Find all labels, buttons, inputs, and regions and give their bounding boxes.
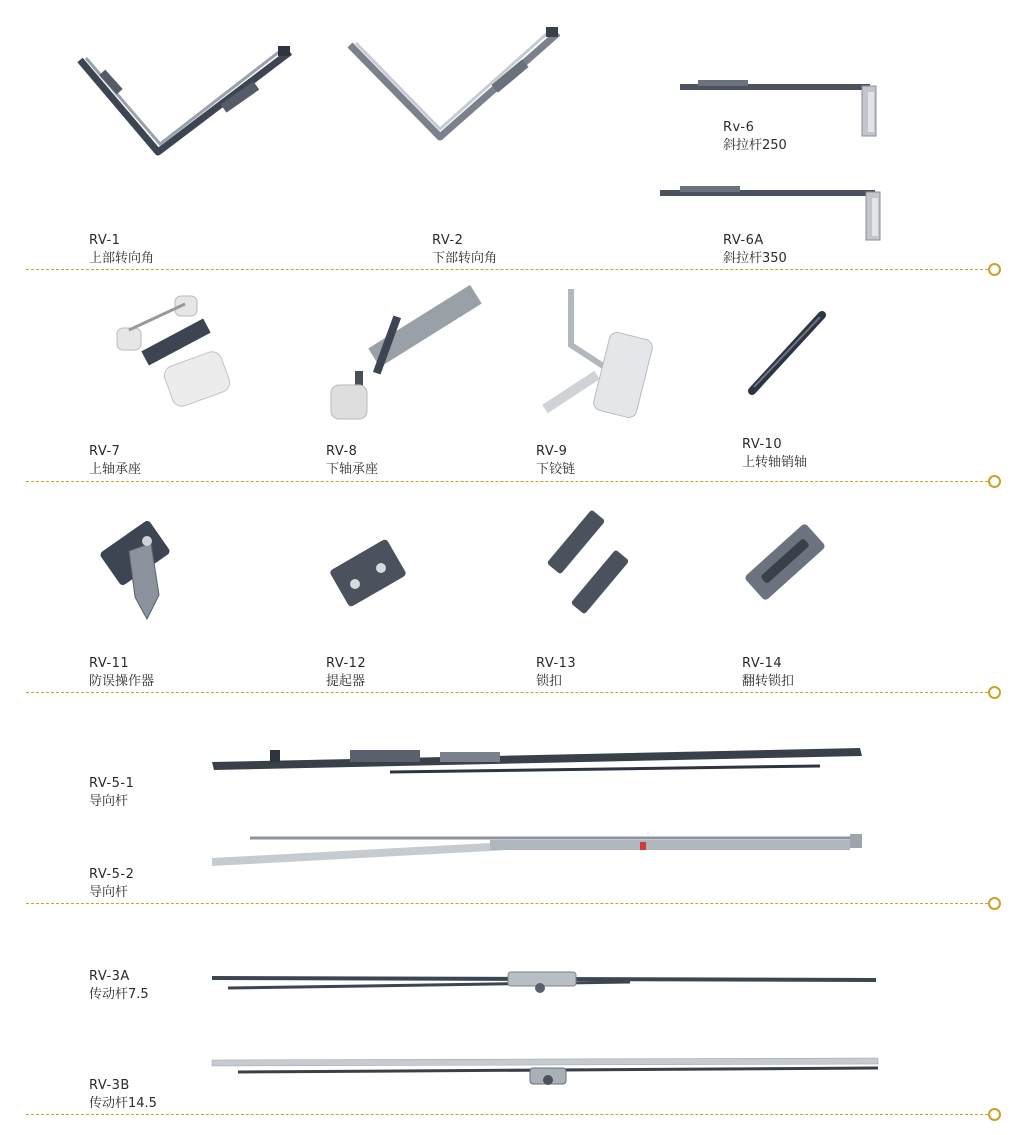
product-code: RV-2 (432, 233, 464, 248)
rv-7-top-pivot-bearing-image (105, 290, 240, 415)
product-name: 翻转锁扣 (742, 674, 795, 689)
rv-6-stay-arm-image (680, 78, 895, 138)
label-rv-14 (742, 655, 794, 691)
product-code: RV-6A (723, 233, 764, 248)
product-code: RV-5-1 (89, 776, 135, 791)
rv-3b-drive-rod-image (210, 1050, 880, 1090)
product-name: 上部转向角 (89, 251, 155, 266)
rv-13-keeper-image (535, 505, 640, 615)
product-name: 传动杆7.5 (89, 987, 149, 1002)
rv-5-1-guide-rod-image (210, 738, 870, 783)
label-rv-12 (326, 655, 366, 691)
product-name: 下轴承座 (326, 462, 379, 477)
product-code: RV-3A (89, 969, 130, 984)
product-name: 提起器 (326, 674, 366, 689)
product-name: 下部转向角 (432, 251, 498, 266)
rv-3a-drive-rod-image (210, 966, 880, 996)
label-rv-2 (432, 232, 497, 268)
label-rv-3a (89, 968, 149, 1004)
product-code: RV-10 (742, 437, 783, 452)
label-rv-9 (536, 443, 575, 479)
divider-end-ring-icon (988, 686, 1001, 699)
product-code: RV-11 (89, 656, 130, 671)
product-code: RV-9 (536, 444, 568, 459)
rv-12-lifter-image (325, 530, 410, 615)
row-divider (26, 481, 988, 482)
product-name: 上轴承座 (89, 462, 142, 477)
label-rv-7 (89, 443, 141, 479)
product-name: 防误操作器 (89, 674, 155, 689)
rv-1-corner-drive-image (70, 40, 300, 170)
product-code: RV-3B (89, 1078, 130, 1093)
rv-8-bottom-pivot-bearing-image (325, 285, 490, 425)
product-code: RV-8 (326, 444, 358, 459)
rv-10-top-pivot-pin-image (740, 305, 840, 400)
product-code: Rv-6 (723, 120, 755, 135)
product-name: 传动杆14.5 (89, 1096, 157, 1111)
label-rv-8 (326, 443, 378, 479)
label-rv-3b (89, 1077, 157, 1113)
row-divider (26, 903, 988, 904)
divider-end-ring-icon (988, 263, 1001, 276)
product-code: RV-14 (742, 656, 783, 671)
label-rv-5-2 (89, 866, 134, 902)
product-code: RV-5-2 (89, 867, 135, 882)
rv-2-corner-drive-image (340, 25, 570, 155)
product-name: 锁扣 (536, 674, 563, 689)
product-name: 导向杆 (89, 885, 129, 900)
product-code: RV-12 (326, 656, 367, 671)
product-name: 上转轴销轴 (742, 455, 808, 470)
divider-end-ring-icon (988, 897, 1001, 910)
label-rv-11 (89, 655, 154, 691)
rv-11-misoperation-device-image (95, 515, 180, 630)
label-rv-10 (742, 436, 807, 472)
product-name: 斜拉杆350 (723, 251, 787, 266)
product-name: 下铰链 (536, 462, 576, 477)
product-code: RV-1 (89, 233, 121, 248)
rv-14-tilt-keeper-image (740, 520, 830, 610)
divider-end-ring-icon (988, 475, 1001, 488)
rv-5-2-guide-rod-image (210, 832, 870, 872)
row-divider (26, 692, 988, 693)
rv-9-bottom-hinge-image (535, 285, 670, 420)
divider-end-ring-icon (988, 1108, 1001, 1121)
row-divider (26, 269, 988, 270)
label-rv-1 (89, 232, 154, 268)
product-code: RV-7 (89, 444, 121, 459)
label-rv-6a (723, 232, 787, 268)
product-name: 斜拉杆250 (723, 138, 787, 153)
label-rv-13 (536, 655, 576, 691)
row-divider (26, 1114, 988, 1115)
product-name: 导向杆 (89, 794, 129, 809)
product-code: RV-13 (536, 656, 577, 671)
label-rv-6 (723, 119, 787, 155)
label-rv-5-1 (89, 775, 134, 811)
